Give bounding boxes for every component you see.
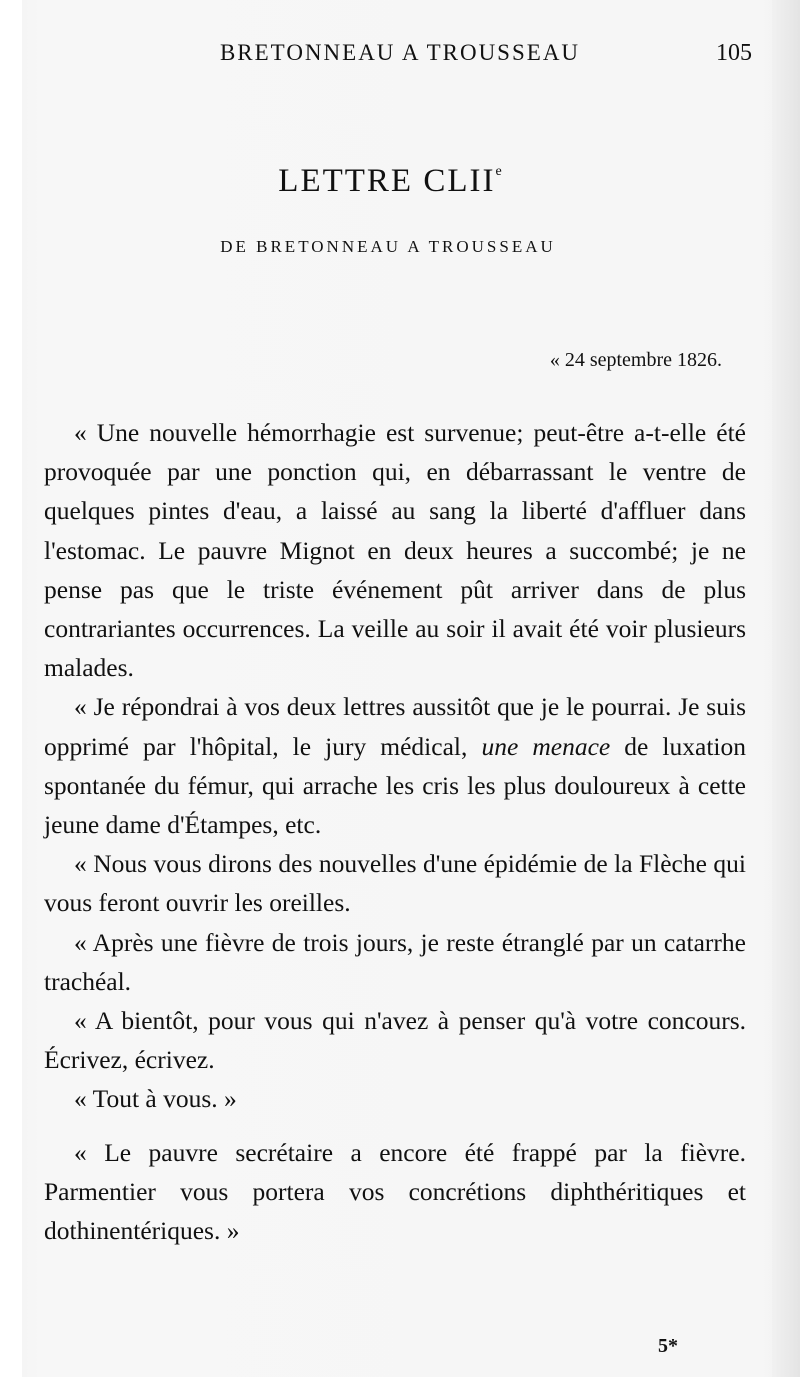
paragraph: « Après une fièvre de trois jours, je reste étranglé par un catarrhe trachéal. [44, 927, 746, 996]
running-title: BRETONNEAU A TROUSSEAU [219, 40, 581, 65]
signature-mark: 5* [658, 1335, 678, 1357]
scan-right-margin [772, 0, 800, 1377]
paragraph: « Nous vous dirons des nouvelles d'une épidémie de la Flèche qui vous feront ouvrir les oreilles. [44, 849, 746, 918]
paragraph-text: de luxation spontanée du fémur, qui arrache les cris les plus douloureux à cette jeune dame d'Étampes, etc. [44, 731, 746, 840]
paragraph: « Une nouvelle hémorrhagie est survenue; peut-être a-t-elle été provoquée par une ponction qui, en débarrassant le ventre de quelques pintes d'eau, a laissé au sang la liberté d'affluer dans l'estomac. Le pauvre Mignot en deux heures a succombé; je ne pense pas que le triste événement pût arriver dans de plus contrariantes occurrences. La veille au soir il avait été voir plusieurs malades. [44, 418, 746, 683]
letter-subtitle: DE BRETONNEAU A TROUSSEAU [220, 237, 556, 256]
paragraph: « A bientôt, pour vous qui n'avez à penser qu'à votre concours. Écrivez, écrivez. [44, 1006, 746, 1075]
paragraph: « Le pauvre secrétaire a encore été frappé par la fièvre. Parmentier vous portera vos concrétions diphthéritiques et dothinentériques. » [44, 1137, 746, 1246]
letter-title-superscript: e [495, 164, 502, 179]
letter-title [0, 163, 780, 200]
letter-body [44, 413, 746, 1250]
page-number: 105 [716, 40, 752, 66]
paragraph: « Tout à vous. » [74, 1084, 237, 1114]
letter-title-text: LETTRE CLII [278, 163, 496, 199]
paragraph-text: « Je répondrai à vos deux lettres aussitôt que je le pourrai. Je suis opprimé par l'hôpital, le jury médical, [44, 692, 746, 761]
paragraph-emphasis: une menace [481, 731, 611, 761]
running-header [40, 40, 760, 76]
paragraph [44, 687, 746, 844]
scan-left-margin [0, 0, 22, 1377]
letter-date: « 24 septembre 1826. [549, 349, 722, 371]
